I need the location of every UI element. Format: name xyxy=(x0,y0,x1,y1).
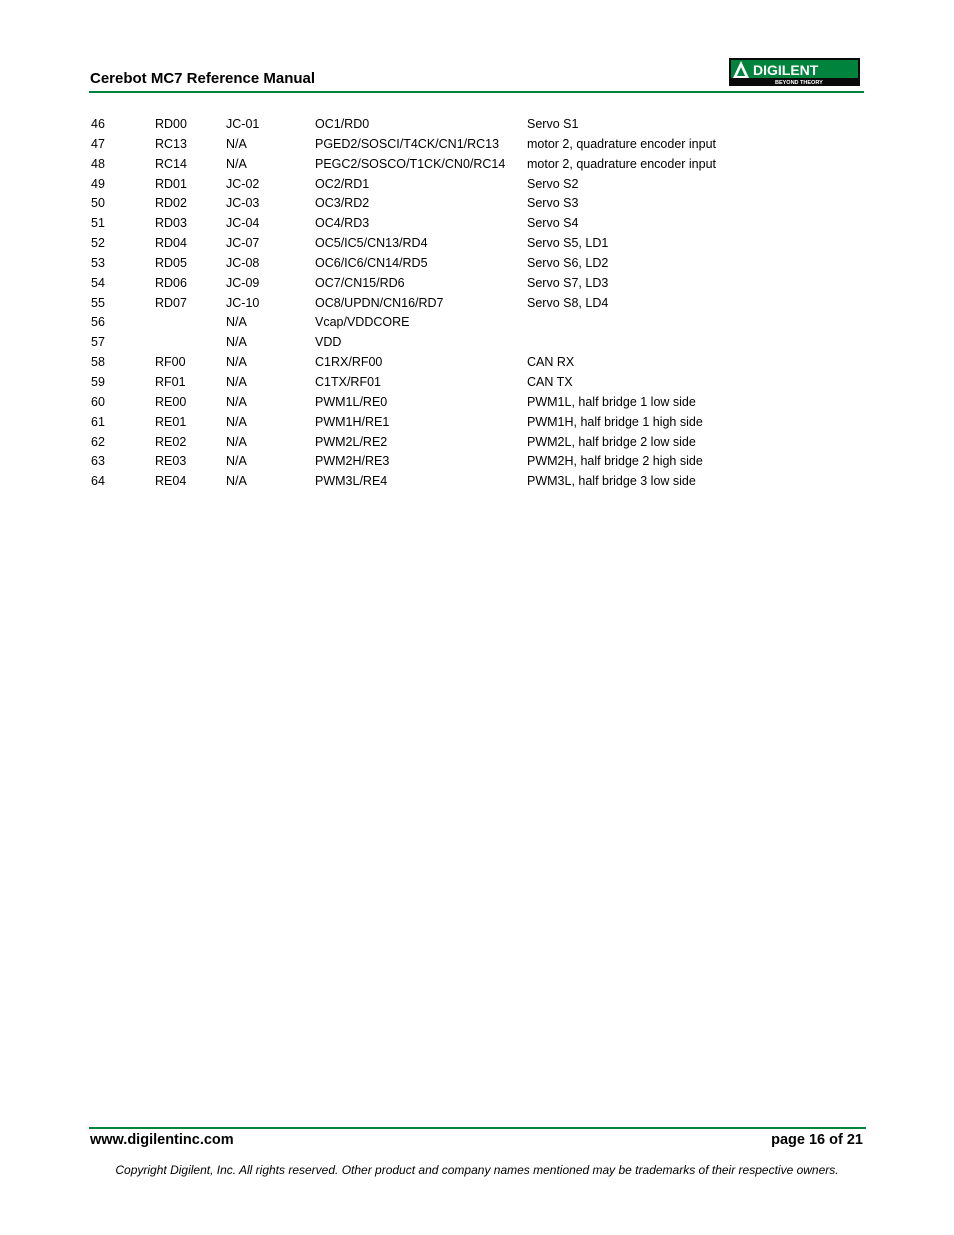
connector-cell: JC-10 xyxy=(226,295,260,310)
port-cell: RD03 xyxy=(155,216,187,231)
table-row xyxy=(91,413,727,433)
table-row xyxy=(91,194,727,214)
pin-number-cell: 54 xyxy=(91,275,105,290)
port-cell xyxy=(155,333,226,353)
usage-cell: Servo S1 xyxy=(527,117,579,131)
pin-number-cell: 63 xyxy=(91,454,105,469)
pin-number-cell: 51 xyxy=(91,216,105,231)
usage-cell: CAN RX xyxy=(527,355,575,370)
port-cell: RD00 xyxy=(155,117,187,131)
connector-cell: N/A xyxy=(226,394,247,409)
table-row xyxy=(91,294,727,314)
pin-number-cell: 52 xyxy=(91,236,105,251)
usage-cell: Servo S5, LD1 xyxy=(527,236,609,251)
usage-cell: PWM1H, half bridge 1 high side xyxy=(527,414,703,429)
table-row xyxy=(91,452,727,472)
pin-function-cell: OC5/IC5/CN13/RD4 xyxy=(315,236,428,251)
port-cell: RE00 xyxy=(155,394,187,409)
connector-cell: JC-02 xyxy=(226,176,260,191)
port-cell: RD07 xyxy=(155,295,187,310)
port-cell: RD02 xyxy=(155,196,187,211)
pin-function-cell: OC8/UPDN/CN16/RD7 xyxy=(315,295,444,310)
page-title: Cerebot MC7 Reference Manual xyxy=(90,70,316,87)
pin-function-cell: OC6/IC6/CN14/RD5 xyxy=(315,255,428,270)
pin-number-cell: 48 xyxy=(91,156,105,171)
table-row xyxy=(91,234,727,254)
connector-cell: N/A xyxy=(226,156,247,171)
pin-number-cell: 61 xyxy=(91,414,105,429)
pin-table-body xyxy=(91,115,727,492)
pin-function-cell: OC1/RD0 xyxy=(315,117,370,131)
pin-function-cell: OC3/RD2 xyxy=(315,196,370,211)
usage-cell: motor 2, quadrature encoder input xyxy=(527,136,717,151)
table-row xyxy=(91,353,727,373)
usage-cell: PWM1L, half bridge 1 low side xyxy=(527,394,696,409)
table-row xyxy=(91,214,727,234)
connector-cell: N/A xyxy=(226,374,247,389)
pin-function-cell: PWM2L/RE2 xyxy=(315,434,388,449)
pin-number-cell: 57 xyxy=(91,335,105,350)
pin-number-cell: 50 xyxy=(91,196,105,211)
usage-cell: Servo S2 xyxy=(527,176,579,191)
connector-cell: JC-09 xyxy=(226,275,260,290)
footer-divider xyxy=(89,1127,866,1129)
pin-number-cell: 64 xyxy=(91,474,105,489)
table-row xyxy=(91,115,727,135)
port-cell: RD01 xyxy=(155,176,187,191)
usage-cell xyxy=(527,333,727,353)
pin-function-cell: OC2/RD1 xyxy=(315,176,370,191)
table-row xyxy=(91,373,727,393)
port-cell: RE02 xyxy=(155,434,187,449)
usage-cell: PWM3L, half bridge 3 low side xyxy=(527,474,696,489)
connector-cell: N/A xyxy=(226,136,247,151)
usage-cell: CAN TX xyxy=(527,374,573,389)
page-number: page 16 of 21 xyxy=(771,1132,863,1148)
header-divider xyxy=(89,91,864,93)
usage-cell: Servo S7, LD3 xyxy=(527,275,609,290)
table-row xyxy=(91,433,727,453)
pin-function-cell: PWM1H/RE1 xyxy=(315,414,390,429)
port-cell: RE04 xyxy=(155,474,187,489)
usage-cell: motor 2, quadrature encoder input xyxy=(527,156,717,171)
footer-url: www.digilentinc.com xyxy=(90,1132,234,1148)
pin-table xyxy=(91,115,727,492)
pin-function-cell: Vcap/VDDCORE xyxy=(315,315,410,330)
pin-number-cell: 49 xyxy=(91,176,105,191)
pin-function-cell: PWM1L/RE0 xyxy=(315,394,388,409)
usage-cell: Servo S4 xyxy=(527,216,579,231)
connector-cell: N/A xyxy=(226,454,247,469)
pin-number-cell: 56 xyxy=(91,315,105,330)
usage-cell: PWM2L, half bridge 2 low side xyxy=(527,434,696,449)
table-row xyxy=(91,333,727,353)
port-cell xyxy=(155,313,226,333)
connector-cell: N/A xyxy=(226,355,247,370)
pin-number-cell: 58 xyxy=(91,355,105,370)
pin-number-cell: 46 xyxy=(91,117,105,131)
port-cell: RC14 xyxy=(155,156,187,171)
pin-number-cell: 60 xyxy=(91,394,105,409)
table-row xyxy=(91,274,727,294)
port-cell: RE01 xyxy=(155,414,187,429)
port-cell: RE03 xyxy=(155,454,187,469)
pin-function-cell: PWM2H/RE3 xyxy=(315,454,390,469)
pin-function-cell: OC4/RD3 xyxy=(315,216,370,231)
usage-cell: Servo S6, LD2 xyxy=(527,255,609,270)
pin-number-cell: 55 xyxy=(91,295,105,310)
port-cell: RD05 xyxy=(155,255,187,270)
pin-function-cell: PEGC2/SOSCO/T1CK/CN0/RC14 xyxy=(315,156,506,171)
table-row xyxy=(91,254,727,274)
usage-cell: PWM2H, half bridge 2 high side xyxy=(527,454,703,469)
table-row xyxy=(91,472,727,492)
table-row xyxy=(91,175,727,195)
connector-cell: JC-08 xyxy=(226,255,260,270)
usage-cell: Servo S3 xyxy=(527,196,579,211)
logo-wordmark: DIGILENT xyxy=(753,62,819,78)
connector-cell: N/A xyxy=(226,474,247,489)
pin-number-cell: 62 xyxy=(91,434,105,449)
pin-function-cell: OC7/CN15/RD6 xyxy=(315,275,405,290)
pin-number-cell: 47 xyxy=(91,136,105,151)
pin-function-cell: C1RX/RF00 xyxy=(315,355,383,370)
pin-function-cell: PGED2/SOSCI/T4CK/CN1/RC13 xyxy=(315,136,500,151)
table-row xyxy=(91,313,727,333)
pin-number-cell: 53 xyxy=(91,255,105,270)
table-row xyxy=(91,155,727,175)
usage-cell xyxy=(527,313,727,333)
port-cell: RF01 xyxy=(155,374,186,389)
pin-function-cell: C1TX/RF01 xyxy=(315,374,381,389)
port-cell: RC13 xyxy=(155,136,187,151)
connector-cell: JC-07 xyxy=(226,236,260,251)
pin-function-cell: PWM3L/RE4 xyxy=(315,474,388,489)
port-cell: RD06 xyxy=(155,275,187,290)
table-row xyxy=(91,135,727,155)
logo-tagline: BEYOND THEORY xyxy=(775,80,823,86)
port-cell: RD04 xyxy=(155,236,187,251)
pin-number-cell: 59 xyxy=(91,374,105,389)
pin-function-cell: VDD xyxy=(315,335,342,350)
copyright-notice: Copyright Digilent, Inc. All rights reserved. Other product and company names mentioned may be trademarks of their respective owners. xyxy=(115,1163,839,1177)
connector-cell: JC-03 xyxy=(226,196,260,211)
connector-cell: JC-01 xyxy=(226,117,260,131)
table-row xyxy=(91,393,727,413)
usage-cell: Servo S8, LD4 xyxy=(527,295,609,310)
connector-cell: N/A xyxy=(226,335,247,350)
connector-cell: JC-04 xyxy=(226,216,260,231)
digilent-logo xyxy=(729,58,860,86)
connector-cell: N/A xyxy=(226,434,247,449)
connector-cell: N/A xyxy=(226,315,247,330)
port-cell: RF00 xyxy=(155,355,186,370)
connector-cell: N/A xyxy=(226,414,247,429)
